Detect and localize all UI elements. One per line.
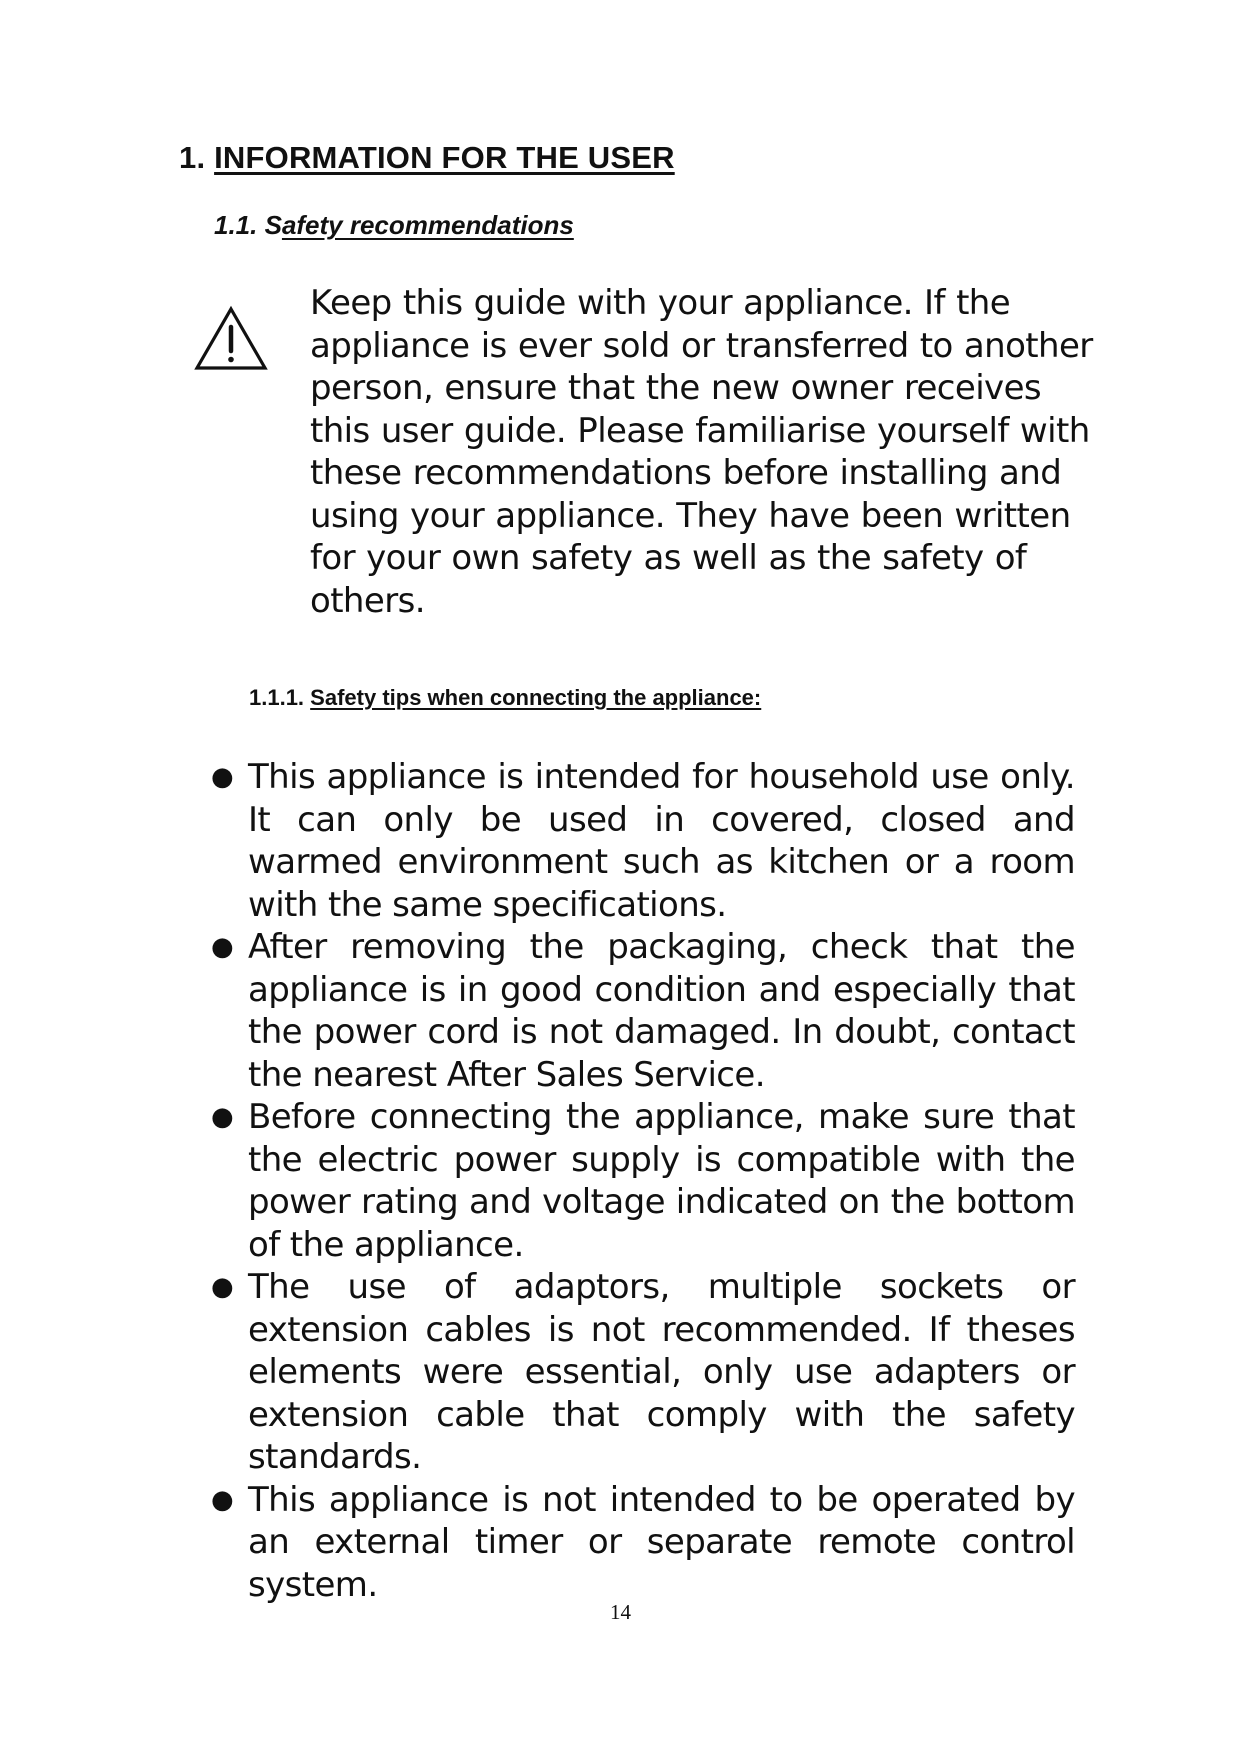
subsection-heading — [214, 210, 574, 241]
list-item — [205, 1266, 1075, 1479]
bullet-icon: ● — [211, 1272, 234, 1302]
warning-triangle-icon — [194, 305, 268, 371]
intro-paragraph: Keep this guide with your appliance. If the appliance is ever sold or transferred to another person, ensure that the new owner receives this user guide. Please familiarise yourself with these recommendations before installing and using your appliance. They have been written for your own safety as well as the safety of others. — [310, 283, 1093, 621]
list-item — [205, 1479, 1075, 1607]
subsubsection-title: Safety tips when connecting the appliance: — [310, 685, 762, 710]
page-number: 14 — [610, 1600, 631, 1624]
subsubsection-heading — [249, 685, 761, 711]
bullet-icon: ● — [211, 1484, 234, 1515]
tip-text: Before connecting the appliance, make sure that the electric power supply is compatible with the power rating and voltage indicated on the bottom of the appliance. — [248, 1097, 1075, 1265]
bullet-icon: ● — [211, 762, 234, 792]
tip-text: This appliance is not intended to be operated by an external timer or separate remote control system. — [248, 1479, 1075, 1605]
subsection-number: 1.1. S — [214, 210, 282, 240]
tip-text: The use of adaptors, multiple sockets or extension cables is not recommended. If theses elements were essential, only use adapters or extension cable that comply with the safety standards. — [248, 1267, 1075, 1477]
bullet-icon: ● — [211, 932, 234, 962]
subsubsection-number: 1.1.1. — [249, 685, 305, 710]
list-item — [205, 1096, 1075, 1266]
list-item — [205, 926, 1075, 1096]
subsection-title: afety recommendations — [281, 210, 574, 240]
safety-tips-list — [205, 756, 1075, 1606]
section-heading — [179, 140, 675, 176]
section-title: INFORMATION FOR THE USER — [214, 140, 675, 175]
list-item — [205, 756, 1075, 926]
section-number: 1. — [179, 140, 206, 175]
tip-text: After removing the packaging, check that the appliance is in good condition and especially that the power cord is not damaged. In doubt, contact the nearest After Sales Service. — [248, 927, 1075, 1095]
bullet-icon: ● — [211, 1102, 234, 1132]
tip-text: This appliance is intended for household use only. It can only be used in covered, closed and warmed environment such as kitchen or a room with the same specifications. — [248, 757, 1075, 925]
